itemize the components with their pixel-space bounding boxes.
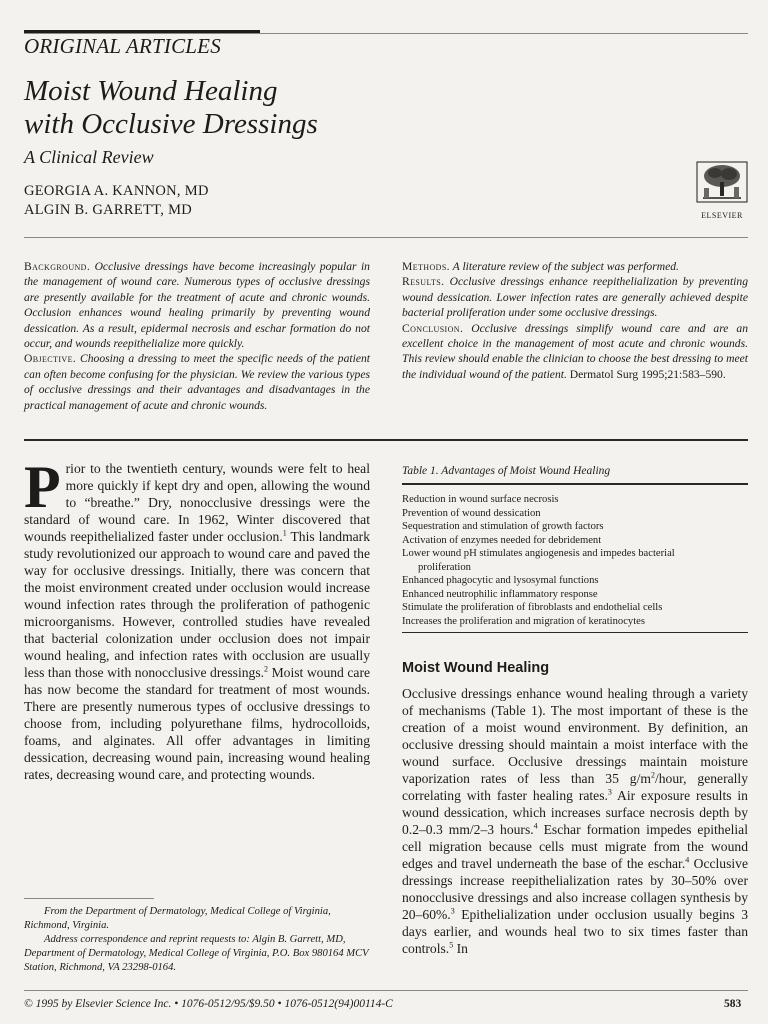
results-label: Results.	[402, 275, 445, 289]
abstract-methods	[402, 259, 748, 274]
ref-5: 5	[449, 940, 454, 950]
moist-text-3: Air exposure results in wound dessication, which increases surface necrosis depth by 0.2–0.3 mm/2–3 hours.	[402, 788, 748, 837]
table-row: Enhanced phagocytic and lysosymal functions	[402, 575, 599, 586]
background-text: Occlusive dressings have become increasingly popular in the management of wound care. Numerous types of occlusive dressings are presently available for the treatment of acute and chronic wounds. Occlusion enhances wound healing primarily by preventing wound dessication. As a result, epidermal necrosis and eschar formation do not occur, and wounds reepithelialize more quickly.	[24, 260, 370, 351]
methods-label: Methods.	[402, 260, 450, 273]
title-line-1: Moist Wound Healing	[24, 75, 278, 107]
publisher-name: ELSEVIER	[701, 211, 743, 220]
background-label: Background.	[24, 260, 91, 273]
moist-text-5: Occlusive dressings increase reepithelialization rates by 30–50% over nonocclusive dressings and also increase collagen synthesis by 20–60%.	[402, 856, 748, 922]
table-bottom-rule	[402, 632, 748, 633]
table-row: Activation of enzymes needed for debridement	[402, 534, 602, 546]
abstract-top-rule	[24, 237, 748, 238]
title-line-2: with Occlusive Dressings	[24, 108, 318, 140]
moist-healing-column	[402, 685, 748, 957]
conclusion-label: Conclusion.	[402, 321, 464, 335]
table-row: Enhanced neutrophilic inflammatory response	[402, 588, 598, 600]
intro-text-1: rior to the twentieth century, wounds were felt to heal more quickly if kept dry and open, allowing the wound to “breathe.” Dry, nonocclusive dressings were the standard of wound care. In 1962, Winter discovered that wounds reepithelialized faster under occlusion.	[24, 461, 370, 544]
elsevier-tree-icon	[695, 160, 749, 204]
article-subtitle: A Clinical Review	[24, 147, 154, 167]
ref-4: 4	[533, 821, 538, 831]
moist-healing-paragraph	[402, 685, 748, 957]
body-top-rule	[24, 439, 748, 441]
footnote-affiliation: From the Department of Dermatology, Medical College of Virginia, Richmond, Virginia.	[24, 906, 331, 931]
methods-text: A literature review of the subject was performed.	[452, 260, 679, 273]
abstract-column-right	[402, 259, 748, 382]
page-number: 583	[724, 998, 742, 1010]
intro-text-3: Moist wound care has now become the standard for treatment of most wounds. There are presently numerous types of occlusive dressings to choose from, including polyurethane films, hydrocolloids, foams, and alginates. All offer advantages in limiting dessication, decreasing wound pain, increasing wound healing rates, decreasing wound care, and protecting wounds.	[24, 665, 371, 782]
table-row: Reduction in wound surface necrosis	[402, 494, 559, 505]
ref-1: 1	[282, 528, 287, 538]
intro-paragraph	[24, 454, 371, 783]
drop-cap: P	[24, 454, 61, 520]
ref-3b: 3	[450, 906, 455, 916]
objective-label: Objective.	[24, 352, 77, 366]
moist-text-1: Occlusive dressings enhance wound healing through a variety of mechanisms (Table 1). The most important of these is the creation of a moist wound environment. By definition, an occlusive dressing should maintain a moist interface with the wound surface. Occlusive dressings maintain moisture vaporization rates of less than 35 g/m	[402, 686, 748, 786]
abstract-conclusion	[402, 321, 748, 383]
journal-citation: Dermatol Surg 1995;21:583–590.	[569, 367, 726, 381]
moist-text-6: Epithelialization under occlusion usually begins 3 days earlier, and wounds heal two to six times faster than controls.	[402, 907, 748, 956]
author-1: GEORGIA A. KANNON, MD	[24, 183, 209, 199]
moist-text-2: /hour, generally correlating with faster healing rates.	[402, 771, 748, 803]
objective-text: Choosing a dressing to meet the specific needs of the patient can often become confusing for the physician. We review the various types of occlusive dressings and their advantages and disadvantages in the practical management of acute and chronic wounds.	[24, 352, 370, 412]
author-list	[24, 182, 209, 220]
moist-text-7: In	[453, 941, 468, 956]
publisher-logo	[692, 160, 752, 220]
results-text: Occlusive dressings enhance reepithelialization by preventing wound dessication. Lower infection rates are generally achieved despite bacterial proliferation under some occlusive dressings.	[402, 275, 748, 320]
table-row: Lower wound pH stimulates angiogenesis and impedes bacterial	[402, 548, 675, 559]
abstract-column-left	[24, 259, 370, 413]
abstract-results	[402, 274, 748, 320]
superscript-2: 2	[650, 770, 655, 780]
table-row: proliferation	[418, 561, 471, 573]
table-row: Increases the proliferation and migration of keratinocytes	[402, 615, 645, 627]
intro-text-2: This landmark study revolutionized our approach to wound care and paved the way for occlusive dressings. Initially, there was concern that the moist environment created under occlusion would increase wound infection rates through the proliferation of pathogenic microorganisms. However, controlled studies have revealed that bacterial colonization under occlusion does not impair wound healing, and infection rates with occlusion are usually less than those with nonocclusive dressings.	[24, 529, 370, 680]
section-label: ORIGINAL ARTICLES	[24, 34, 221, 58]
table-caption: Table 1. Advantages of Moist Wound Healing	[402, 465, 611, 477]
abstract-background	[24, 259, 370, 351]
table-row: Stimulate the proliferation of fibroblasts and endothelial cells	[402, 602, 663, 613]
moist-text-4: Eschar formation impedes epithelial cell migration because cells must migrate from the wound edges and travel underneath the base of the eschar.	[402, 822, 748, 871]
ref-3: 3	[607, 787, 612, 797]
footnotes	[24, 905, 370, 975]
ref-4b: 4	[685, 855, 690, 865]
article-title	[24, 75, 444, 141]
ref-2: 2	[264, 664, 269, 674]
footnote-correspondence: Address correspondence and reprint requests to: Algin B. Garrett, MD, Department of Dermatology, Medical College of Virginia, P.O. Box 980164 MCV Station, Richmond, VA 23298-0164.	[24, 934, 369, 973]
footnote-rule	[24, 898, 154, 899]
section-heading: Moist Wound Healing	[402, 660, 550, 676]
footer-rule	[24, 990, 748, 991]
table-row: Prevention of wound dessication	[402, 507, 541, 519]
intro-column	[24, 454, 371, 783]
conclusion-text: Occlusive dressings simplify wound care and are an excellent choice in the management of most acute and chronic wounds. This review should enable the clinician to choose the best dressing to meet the individual wound of the patient.	[402, 321, 748, 381]
table-1	[402, 465, 748, 633]
table-row: Sequestration and stimulation of growth factors	[402, 521, 604, 532]
table-top-rule	[402, 483, 748, 485]
abstract-objective	[24, 351, 370, 413]
footer-copyright: © 1995 by Elsevier Science Inc. • 1076-0512/95/$9.50 • 1076-0512(94)00114-C	[24, 998, 393, 1010]
author-2: ALGIN B. GARRETT, MD	[24, 202, 193, 218]
